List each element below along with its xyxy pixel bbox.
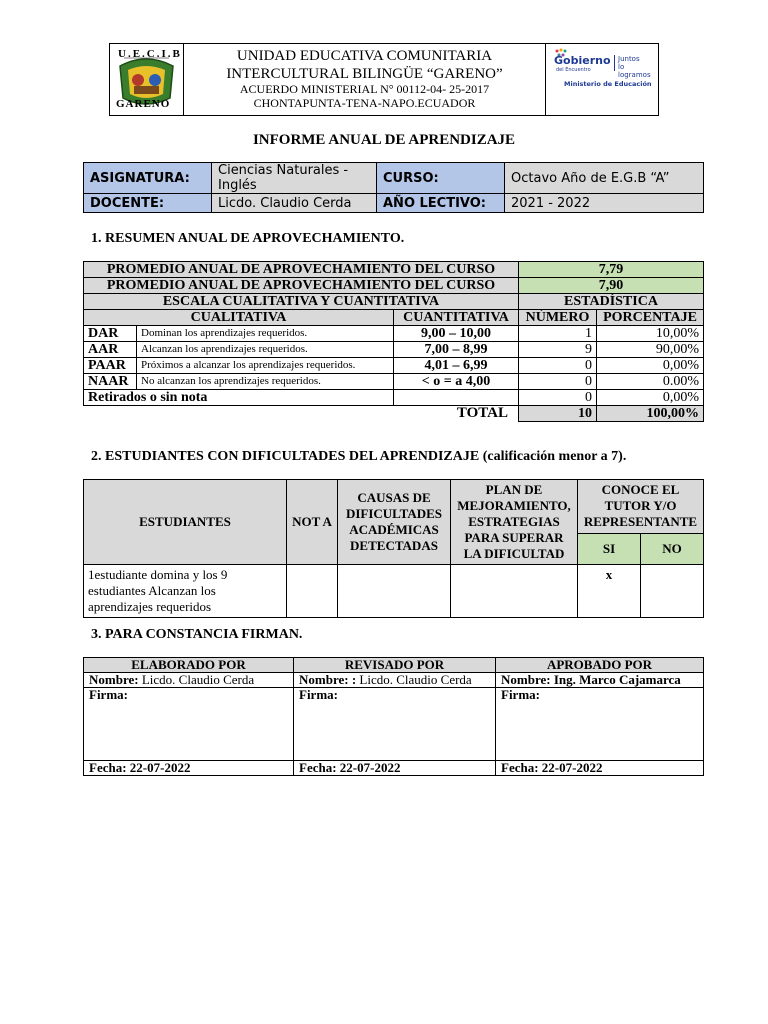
name-reviewed	[294, 673, 496, 688]
col-tutor: CONOCE EL TUTOR Y/O REPRESENTANTE	[578, 480, 704, 534]
location-text: CHONTAPUNTA-TENA-NAPO.ECUADOR	[253, 95, 476, 110]
year-label: AÑO LECTIVO:	[377, 194, 505, 213]
section2-heading-main: 2. ESTUDIANTES CON DIFICULTADES DEL APRENDIZAJE	[91, 449, 480, 464]
plan-cell	[451, 565, 578, 618]
col-made: ELABORADO POR	[84, 658, 294, 673]
col-approved: APROBADO POR	[496, 658, 704, 673]
col-no: NO	[641, 533, 704, 564]
student-cell: 1estudiante domina y los 9 estudiantes Alcanzan los aprendizajes requeridos	[84, 565, 287, 618]
scale-label: ESCALA CUALITATIVA Y CUANTITATIVA	[84, 294, 519, 310]
col-quantitative: CUANTITATIVA	[394, 310, 519, 326]
date-made: Fecha: 22-07-2022	[84, 761, 294, 776]
document-title: INFORME ANUAL DE APRENDIZAJE	[252, 132, 516, 148]
row-pct: 10,00%	[597, 326, 704, 342]
gov-logo-cell	[546, 44, 659, 116]
subject-label: ASIGNATURA:	[84, 163, 212, 194]
table-row	[84, 565, 704, 618]
teacher-value: Licdo. Claudio Cerda	[212, 194, 377, 213]
row-range: 7,00 – 8,99	[394, 342, 519, 358]
row-range: 9,00 – 10,00	[394, 326, 519, 342]
name-made	[84, 673, 294, 688]
withdrawn-label: Retirados o sin nota	[84, 390, 394, 406]
total-pct: 100,00%	[597, 406, 704, 422]
row-num: 1	[519, 326, 597, 342]
yes-cell: x	[578, 565, 641, 618]
row-code: NAAR	[84, 374, 137, 390]
school-info	[184, 44, 546, 116]
avg-label-1: PROMEDIO ANUAL DE APROVECHAMIENTO DEL CURSO	[84, 262, 519, 278]
col-yes: SI	[578, 533, 641, 564]
stats-label: ESTADÍSTICA	[519, 294, 704, 310]
signatures-table	[83, 657, 704, 776]
table-row	[84, 342, 704, 358]
course-label: CURSO:	[377, 163, 505, 194]
sign-made: Firma:	[84, 688, 294, 761]
course-value: Octavo Año de E.G.B “A”	[505, 163, 704, 194]
withdrawn-range	[394, 390, 519, 406]
year-value: 2021 - 2022	[505, 194, 704, 213]
letterhead	[109, 43, 659, 116]
row-num: 9	[519, 342, 597, 358]
row-desc: Dominan los aprendizajes requeridos.	[137, 326, 394, 342]
difficulties-table	[83, 479, 704, 618]
name-approved: Nombre: Ing. Marco Cajamarca	[496, 673, 704, 688]
row-range: < o = a 4,00	[394, 374, 519, 390]
date-approved: Fecha: 22-07-2022	[496, 761, 704, 776]
withdrawn-num: 0	[519, 390, 597, 406]
name-made-value: Licdo. Claudio Cerda	[138, 672, 255, 687]
gov-divider	[614, 55, 615, 71]
sign-reviewed: Firma:	[294, 688, 496, 761]
row-range: 4,01 – 6,99	[394, 358, 519, 374]
col-grade: NOT A	[287, 480, 338, 565]
gov-sub: del Encuentro	[556, 67, 591, 73]
col-qualitative: CUALITATIVA	[84, 310, 394, 326]
name-label: Nombre:	[89, 672, 139, 687]
row-pct: 0,00%	[597, 358, 704, 374]
info-table	[83, 162, 704, 213]
no-cell	[641, 565, 704, 618]
col-plan: PLAN DE MEJORAMIENTO, ESTRATEGIAS PARA SUPERAR LA DIFICULTAD	[451, 480, 578, 565]
section3-heading: 3. PARA CONSTANCIA FIRMAN.	[91, 627, 303, 642]
section1-heading: 1. RESUMEN ANUAL DE APROVECHAMIENTO.	[91, 231, 405, 246]
teacher-label: DOCENTE:	[84, 194, 212, 213]
logo-bottom-text: GARENO	[116, 98, 171, 110]
col-percentage: PORCENTAJE	[597, 310, 704, 326]
school-logo-cell	[110, 44, 184, 116]
row-desc: Alcanzan los aprendizajes requeridos.	[137, 342, 394, 358]
section2-heading-note: (calificación menor a 7).	[479, 449, 627, 464]
col-number: NÚMERO	[519, 310, 597, 326]
row-code: AAR	[84, 342, 137, 358]
table-row	[84, 374, 704, 390]
row-code: DAR	[84, 326, 137, 342]
row-pct: 90,00%	[597, 342, 704, 358]
row-num: 0	[519, 358, 597, 374]
col-causes: CAUSAS DE DIFICULTADES ACADÉMICAS DETECTADAS	[338, 480, 451, 565]
section2-heading	[91, 449, 626, 465]
total-label: TOTAL	[84, 406, 519, 422]
date-reviewed: Fecha: 22-07-2022	[294, 761, 496, 776]
grade-cell	[287, 565, 338, 618]
summary-table	[83, 261, 704, 422]
school-name-line2: INTERCULTURAL BILINGÜE “GARENO”	[226, 65, 503, 82]
row-code: PAAR	[84, 358, 137, 374]
logo-top-text: U.E.C.I.B	[118, 48, 182, 60]
total-num: 10	[519, 406, 597, 422]
table-row	[84, 326, 704, 342]
avg-label-2: PROMEDIO ANUAL DE APROVECHAMIENTO DEL CURSO	[84, 278, 519, 294]
row-desc: No alcanzan los aprendizajes requeridos.	[137, 374, 394, 390]
row-desc: Próximos a alcanzar los aprendizajes requeridos.	[137, 358, 394, 374]
gov-slogan-1: Juntos	[618, 55, 640, 63]
causes-cell	[338, 565, 451, 618]
name-label: Nombre: :	[299, 672, 357, 687]
gov-brand: Gobierno	[554, 54, 611, 67]
row-pct: 0.00%	[597, 374, 704, 390]
ministry-name: Ministerio de Educación	[564, 80, 652, 88]
col-reviewed: REVISADO POR	[294, 658, 496, 673]
sign-approved: Firma:	[496, 688, 704, 761]
table-row	[84, 358, 704, 374]
avg-value-2: 7,90	[519, 278, 704, 294]
name-reviewed-value: Licdo. Claudio Cerda	[356, 672, 472, 687]
gov-slogan-2: lo logramos	[618, 63, 651, 79]
withdrawn-pct: 0,00%	[597, 390, 704, 406]
avg-value-1: 7,79	[519, 262, 704, 278]
col-students: ESTUDIANTES	[84, 480, 287, 565]
school-name-line1: UNIDAD EDUCATIVA COMUNITARIA	[236, 48, 493, 65]
agreement-text: ACUERDO MINISTERIAL N° 00112-04- 25-2017	[239, 81, 490, 96]
row-num: 0	[519, 374, 597, 390]
subject-value: Ciencias Naturales - Inglés	[212, 163, 377, 194]
